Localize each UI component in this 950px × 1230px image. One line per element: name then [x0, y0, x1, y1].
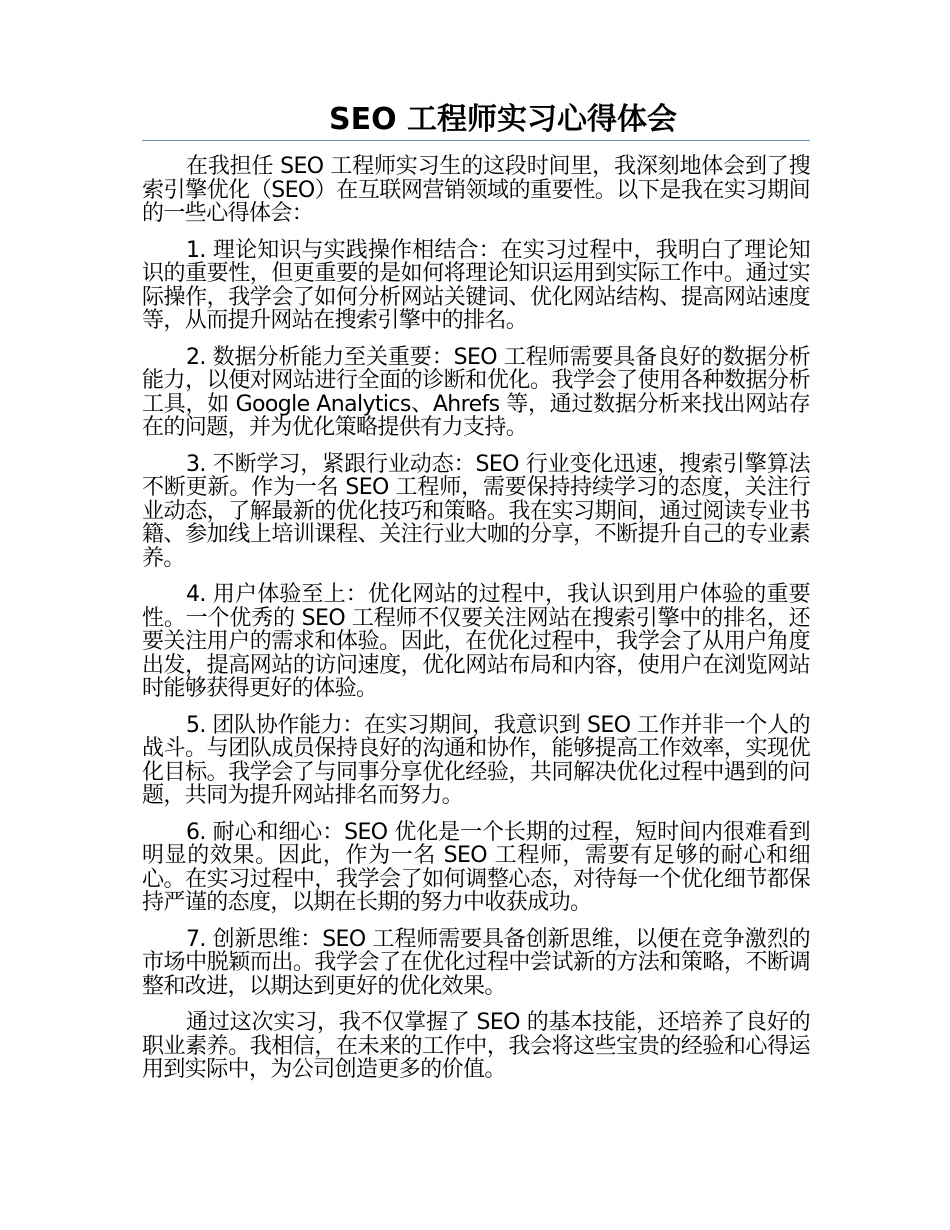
document-page — [142, 100, 810, 1095]
document-title: SEO 工程师实习心得体会 — [328, 102, 678, 137]
paragraph-point-3: 3. 不断学习，紧跟行业动态：SEO 行业变化迅速，搜索引擎算法不断更新。作为一名 SEO 工程师，需要保持持续学习的态度，关注行业动态，了解最新的优化技巧和策略。我在实习期间，通过阅读专业书籍、参加线上培训课程、关注行业大咖的分享，不断提升自己的专业素养。 — [142, 451, 810, 571]
paragraph-point-7: 7. 创新思维：SEO 工程师需要具备创新思维，以便在竞争激烈的市场中脱颖而出。我学会了在优化过程中尝试新的方法和策略，不断调整和改进，以期达到更好的优化效果。 — [142, 926, 810, 999]
paragraph-conclusion: 通过这次实习，我不仅掌握了 SEO 的基本技能，还培养了良好的职业素养。我相信，在未来的工作中，我会将这些宝贵的经验和心得运用到实际中，为公司创造更多的价值。 — [142, 1010, 810, 1082]
paragraph-intro: 在我担任 SEO 工程师实习生的这段时间里，我深刻地体会到了搜索引擎优化（SEO）在互联网营销领域的重要性。以下是我在实习期间的一些心得体会： — [142, 154, 810, 226]
paragraph-point-4: 4. 用户体验至上：优化网站的过程中，我认识到用户体验的重要性。一个优秀的 SEO 工程师不仅要关注网站在搜索引擎中的排名，还要关注用户的需求和体验。因此，在优化过程中，我学会了从用户角度出发，提高网站的访问速度，优化网站布局和内容，使用户在浏览网站时能够获得更好的体验。 — [142, 582, 810, 701]
title-underline — [142, 140, 810, 141]
paragraph-point-2: 2. 数据分析能力至关重要：SEO 工程师需要具备良好的数据分析能力，以便对网站进行全面的诊断和优化。我学会了使用各种数据分析工具，如 Google Analytics、Ahrefs 等，通过数据分析来找出网站存在的问题，并为优化策略提供有力支持。 — [142, 344, 810, 440]
paragraph-point-6: 6. 耐心和细心：SEO 优化是一个长期的过程，短时间内很难看到明显的效果。因此，作为一名 SEO 工程师，需要有足够的耐心和细心。在实习过程中，我学会了如何调整心态，对待每一个优化细节都保持严谨的态度，以期在长期的努力中收获成功。 — [142, 819, 810, 915]
paragraph-point-1: 1. 理论知识与实践操作相结合：在实习过程中，我明白了理论知识的重要性，但更重要的是如何将理论知识运用到实际工作中。通过实际操作，我学会了如何分析网站关键词、优化网站结构、提高网站速度等，从而提升网站在搜索引擎中的排名。 — [142, 237, 810, 333]
paragraph-point-5: 5. 团队协作能力：在实习期间，我意识到 SEO 工作并非一个人的战斗。与团队成员保持良好的沟通和协作，能够提高工作效率，实现优化目标。我学会了与同事分享优化经验，共同解决优化过程中遇到的问题，共同为提升网站排名而努力。 — [142, 712, 810, 808]
